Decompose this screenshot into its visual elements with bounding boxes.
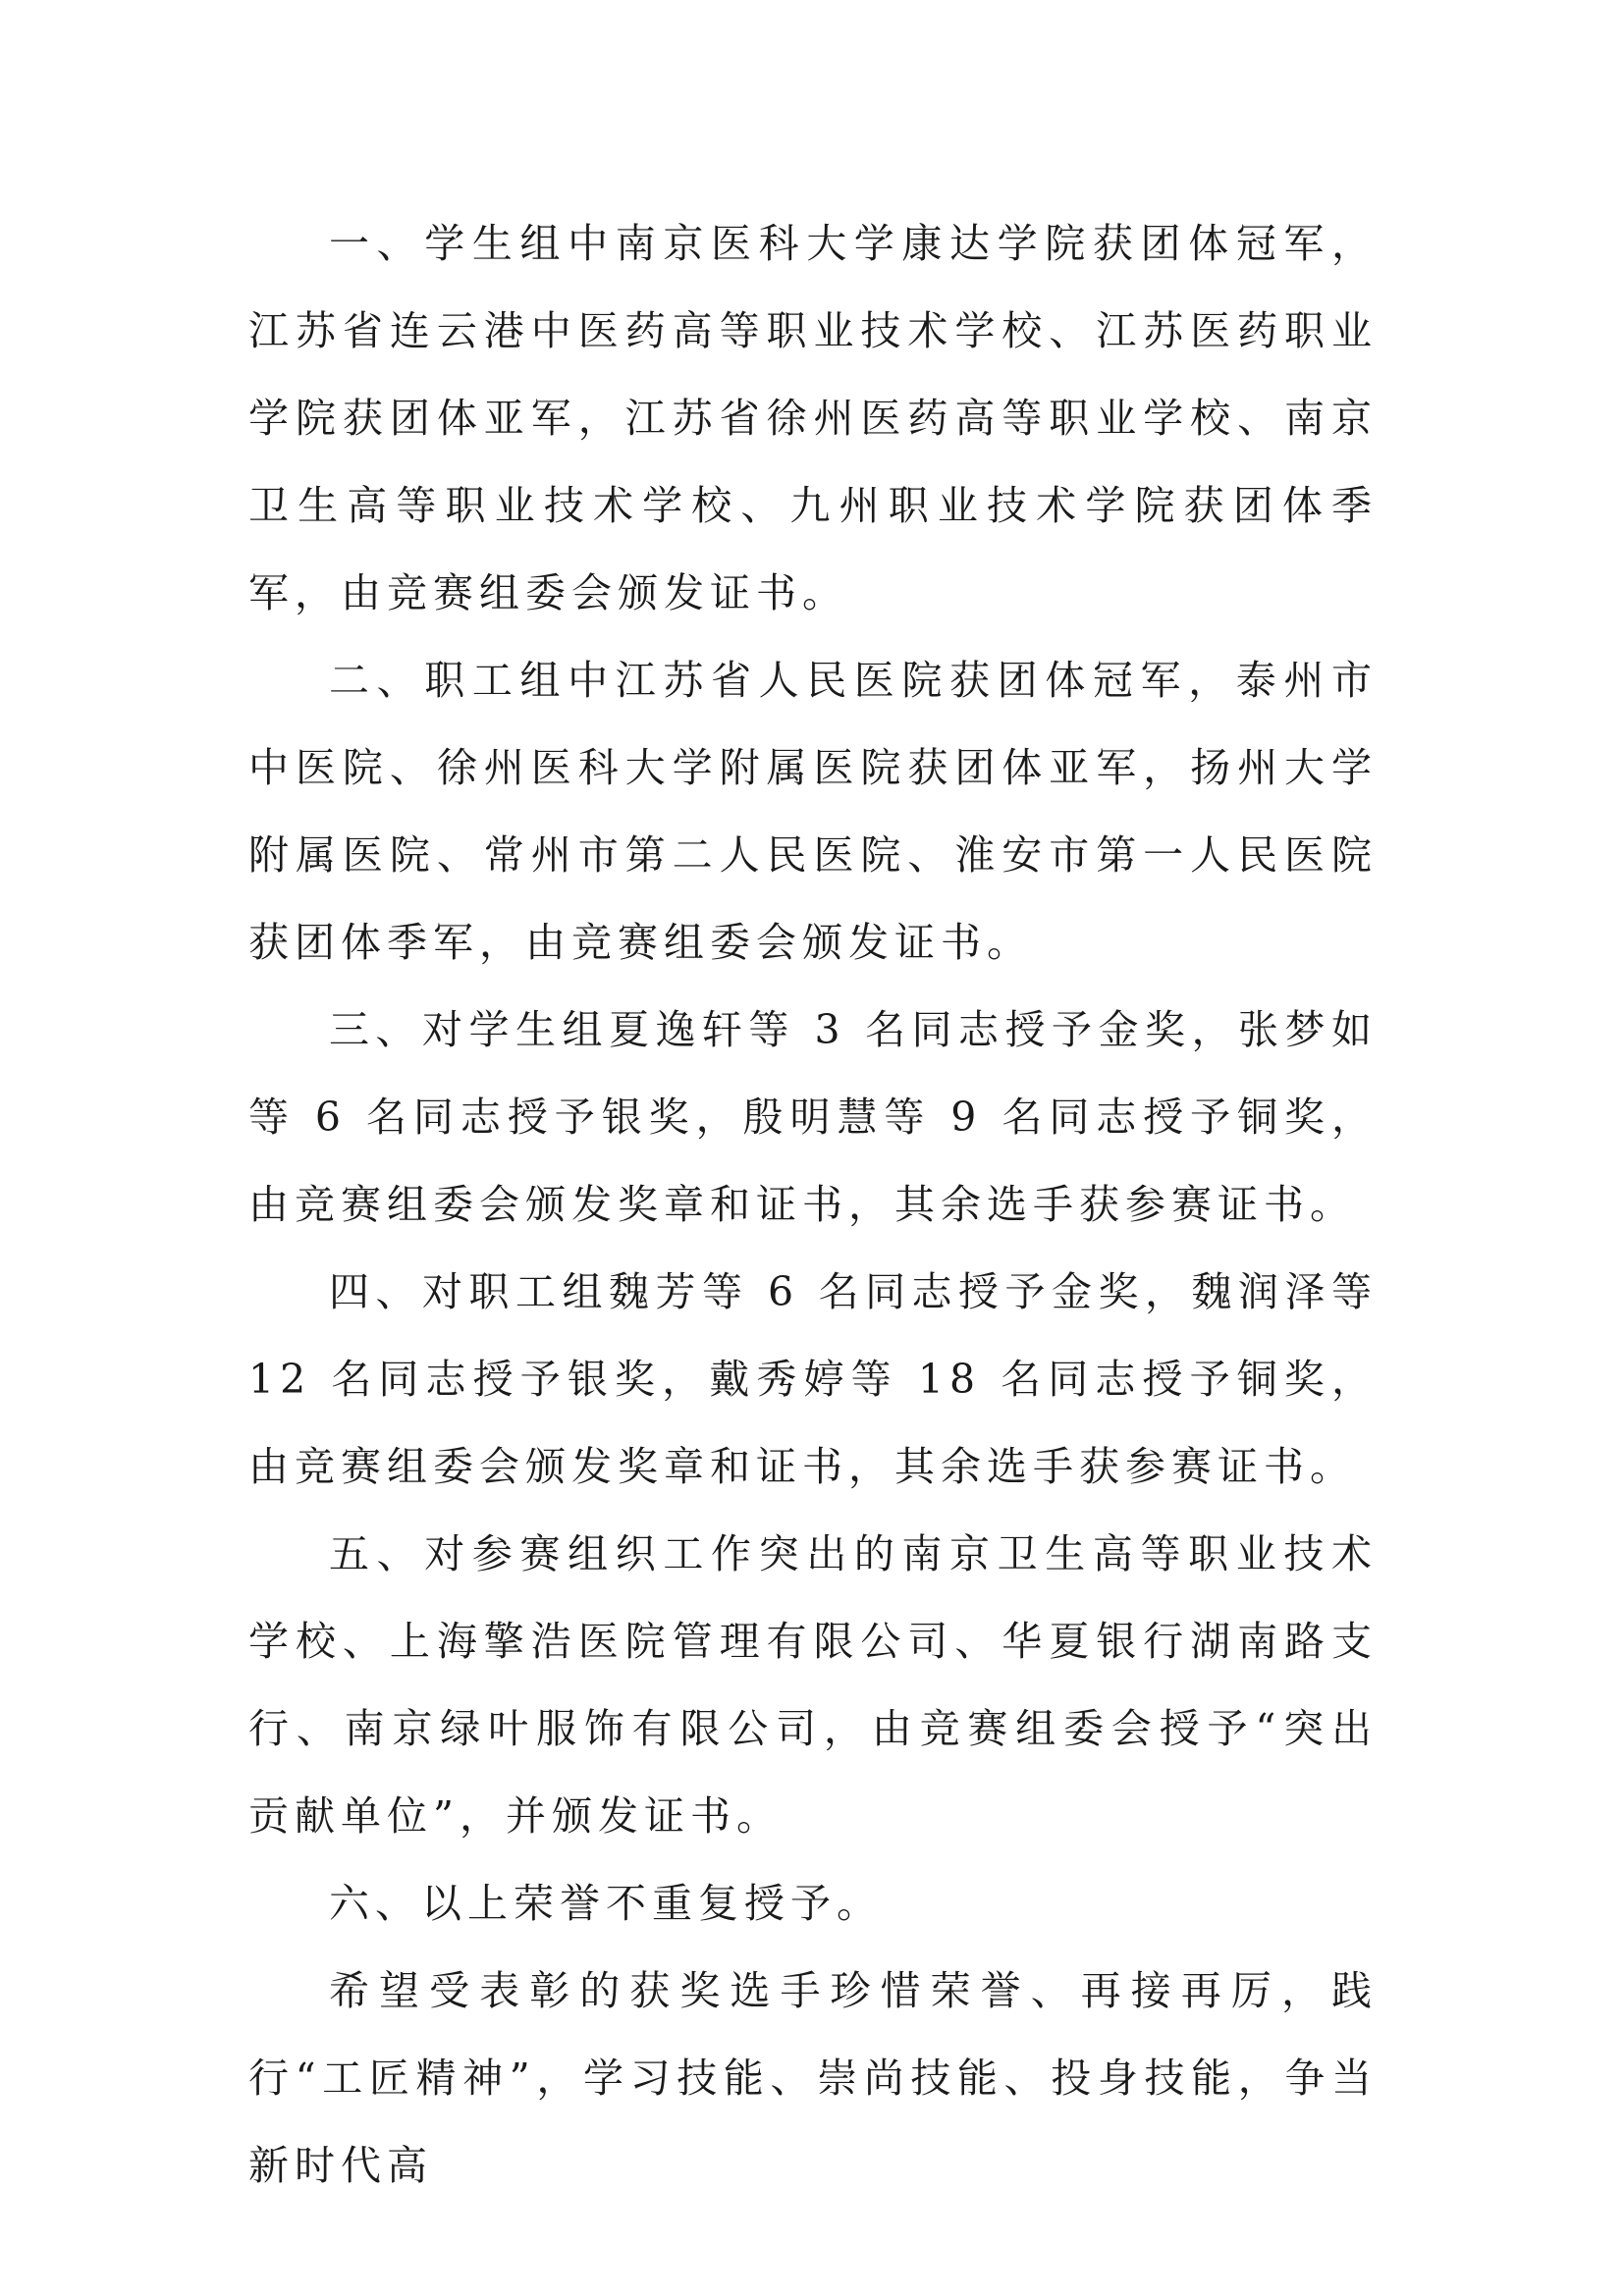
document-body [248,200,1378,2210]
paragraph-team-student: 一、学生组中南京医科大学康达学院获团体冠军，江苏省连云港中医药高等职业技术学校、江苏医药职业学院获团体亚军，江苏省徐州医药高等职业学校、南京卫生高等职业技术学校、九州职业技术学院获团体季军，由竞赛组委会颁发证书。 [248,220,1378,616]
paragraph-no-duplicate: 六、以上荣誉不重复授予。 [329,1880,883,1927]
paragraph-awards-staff: 四、对职工组魏芳等 6 名同志授予金奖，魏润泽等 12 名同志授予银奖，戴秀婷等 18 名同志授予铜奖，由竞赛组委会颁发奖章和证书，其余选手获参赛证书。 [248,1268,1378,1490]
paragraph-awards-student: 三、对学生组夏逸轩等 3 名同志授予金奖，张梦如等 6 名同志授予银奖，殷明慧等 9 名同志授予铜奖，由竞赛组委会颁发奖章和证书，其余选手获参赛证书。 [248,1006,1378,1228]
paragraph-team-staff: 二、职工组中江苏省人民医院获团体冠军，泰州市中医院、徐州医科大学附属医院获团体亚军，扬州大学附属医院、常州市第二人民医院、淮安市第一人民医院获团体季军，由竞赛组委会颁发证书。 [248,657,1378,966]
paragraph-contribution-units: 五、对参赛组织工作突出的南京卫生高等职业技术学校、上海擎浩医院管理有限公司、华夏银行湖南路支行、南京绿叶服饰有限公司，由竞赛组委会授予“突出贡献单位”，并颁发证书。 [248,1530,1378,1840]
paragraph-closing: 希望受表彰的获奖选手珍惜荣誉、再接再厉，践行“工匠精神”，学习技能、崇尚技能、投身技能，争当新时代高 [248,1967,1378,2189]
